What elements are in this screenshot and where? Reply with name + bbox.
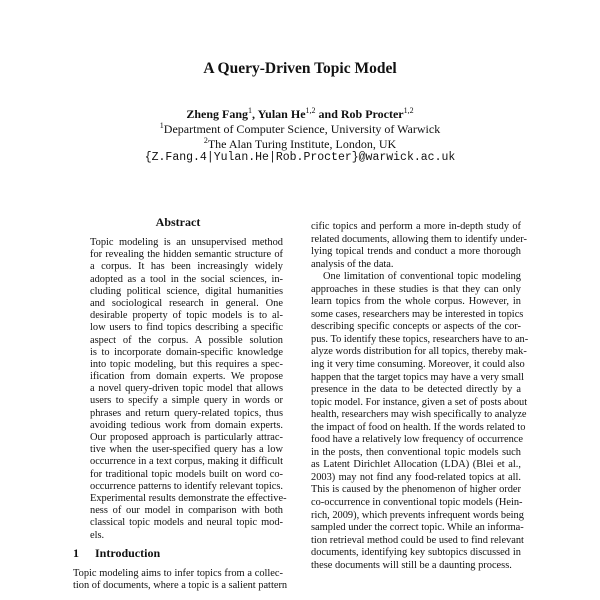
text-line: some cases, researchers may be interested in topics <box>311 308 524 320</box>
text-line: these documents will still be a daunting process. <box>311 559 512 571</box>
author-affil-marker: 1,2 <box>305 106 316 115</box>
text-line: approaches in these studies is that they can only <box>311 283 521 295</box>
text-line: users to specify a simple query in words or <box>90 395 283 407</box>
affil-text: Department of Computer Science, University of Warwick <box>163 122 441 136</box>
abstract-body <box>90 237 287 542</box>
text-line: Topic modeling aims to infer topics from a collec- <box>73 568 283 579</box>
text-line: learn topics from the whole corpus. However, in <box>311 296 521 308</box>
text-line: ing it very time consuming. Moreover, it could also <box>311 359 525 371</box>
text-line: 2003) may not find any food-related topics at all. <box>311 471 521 483</box>
text-line: phrases and return query-related topics, thus <box>90 407 283 419</box>
text-line: ification from domain experts. We propose <box>90 371 283 383</box>
text-line: This is caused by the phenomenon of higher order <box>311 484 521 496</box>
text-line: Experimental results demonstrate the effective- <box>90 492 287 504</box>
author-name: Yulan He <box>257 107 306 121</box>
text-line: tion retrieval method could be used to find relevant <box>311 534 524 546</box>
text-line: cluding political science, digital humanities <box>90 285 283 297</box>
text-line: avoiding tedious work from domain experts. <box>90 419 283 431</box>
text-line: describing specific concepts or aspects of the cor- <box>311 321 521 333</box>
text-line: into topic modeling, but this requires a spec- <box>90 358 283 370</box>
paper-title: A Query-Driven Topic Model <box>203 60 397 77</box>
text-line: happen that the target topics may have a very small <box>311 371 525 383</box>
author-affil-marker: 1,2 <box>403 106 414 115</box>
abstract-heading: Abstract <box>155 215 201 229</box>
text-line: aspect of the corpus. A possible solution <box>90 334 283 346</box>
text-line: low users to find topics describing a specific <box>90 322 283 334</box>
text-line: for traditional topic models built on word co- <box>90 468 283 480</box>
text-line: ness of our model in comparison with both <box>90 505 283 517</box>
affil-text: The Alan Turing Institute, London, UK <box>207 137 397 151</box>
text-line: els. <box>90 529 105 541</box>
text-line: presence in the data to be detected directly by a <box>311 384 521 396</box>
text-line: Our proposed approach is particularly attrac- <box>90 432 283 443</box>
text-line: tion of documents, where a topic is a salient pattern <box>73 580 288 592</box>
text-line: topic model. For instance, given a set of posts about <box>311 396 528 408</box>
text-line: Topic modeling is an unsupervised method <box>90 237 283 248</box>
text-line: as Latent Dirichlet Allocation (LDA) (Blei et al., <box>311 459 521 471</box>
text-line: for revealing the hidden semantic structure of <box>90 249 283 261</box>
affil-marker: 2 <box>203 136 208 145</box>
text-line: occurrence in a text corpus, making it difficult <box>90 456 283 468</box>
text-line: cific topics and perform a more in-depth study of <box>311 221 521 232</box>
affiliation <box>0 121 600 137</box>
section-number: 1 <box>73 546 79 560</box>
text-line: One limitation of conventional topic modeling <box>323 271 521 283</box>
text-line: a novel query-driven topic model that allows <box>90 383 283 395</box>
text-line: the impact of food on health. If the words related to <box>311 421 526 433</box>
author-affil-marker: 1 <box>248 106 253 115</box>
section-heading-introduction <box>73 546 160 561</box>
text-line: analysis of the data. <box>311 258 394 270</box>
author-list: Zheng Fang$^1$, Yulan He$^{1,2}$ and Rob Procter$^{1,2}$ <box>186 106 414 121</box>
author-emails: {Z.Fang.4|Yulan.He|Rob.Procter}@warwick.ac.uk <box>144 151 456 164</box>
author-name: Zheng Fang <box>186 107 249 121</box>
text-line: food have a relatively low frequency of occurrence <box>311 434 524 446</box>
affiliation <box>0 136 600 152</box>
text-line: tive when the user-specified query has a low <box>90 444 283 456</box>
text-line: pus. To identify these topics, researchers have to an- <box>311 333 529 345</box>
affil-marker: 1 <box>159 121 164 130</box>
text-line: health, researchers may wish specifically to analyze <box>311 409 527 421</box>
text-line: in the posts, then conventional topic models such <box>311 446 521 458</box>
text-line: a corpus. It has been increasingly widely <box>90 261 283 273</box>
text-line: alyze words distribution for all topics, thereby mak- <box>311 346 527 358</box>
text-line: related documents, allowing them to identify under- <box>311 233 527 245</box>
right-column-body <box>311 221 529 572</box>
author-conjunction: and <box>315 107 341 121</box>
author-name: Rob Procter <box>340 107 404 121</box>
text-line: rich, 2009), which prevents infrequent words being <box>311 509 524 521</box>
text-line: desirable property of topic models is to al- <box>90 310 283 322</box>
text-line: co-occurrence in conventional topic models (Hein- <box>311 497 523 509</box>
section-title: Introduction <box>95 546 161 560</box>
text-line: classical topic models and neural topic mod- <box>90 517 283 529</box>
text-line: adopted as a tool in the social sciences, in- <box>90 273 283 285</box>
introduction-body <box>73 568 288 592</box>
text-line: and sociological research in general. One <box>90 297 283 309</box>
text-line: sampled under the correct topic. While an informa- <box>311 522 524 534</box>
text-line: lying topical trends and conduct a more thorough <box>311 246 521 258</box>
text-line: occurrence patterns to identify relevant topics. <box>90 480 283 492</box>
text-line: documents, identifying key subtopics discussed in <box>311 547 521 559</box>
text-line: is to incorporate domain-specific knowledge <box>90 346 283 358</box>
